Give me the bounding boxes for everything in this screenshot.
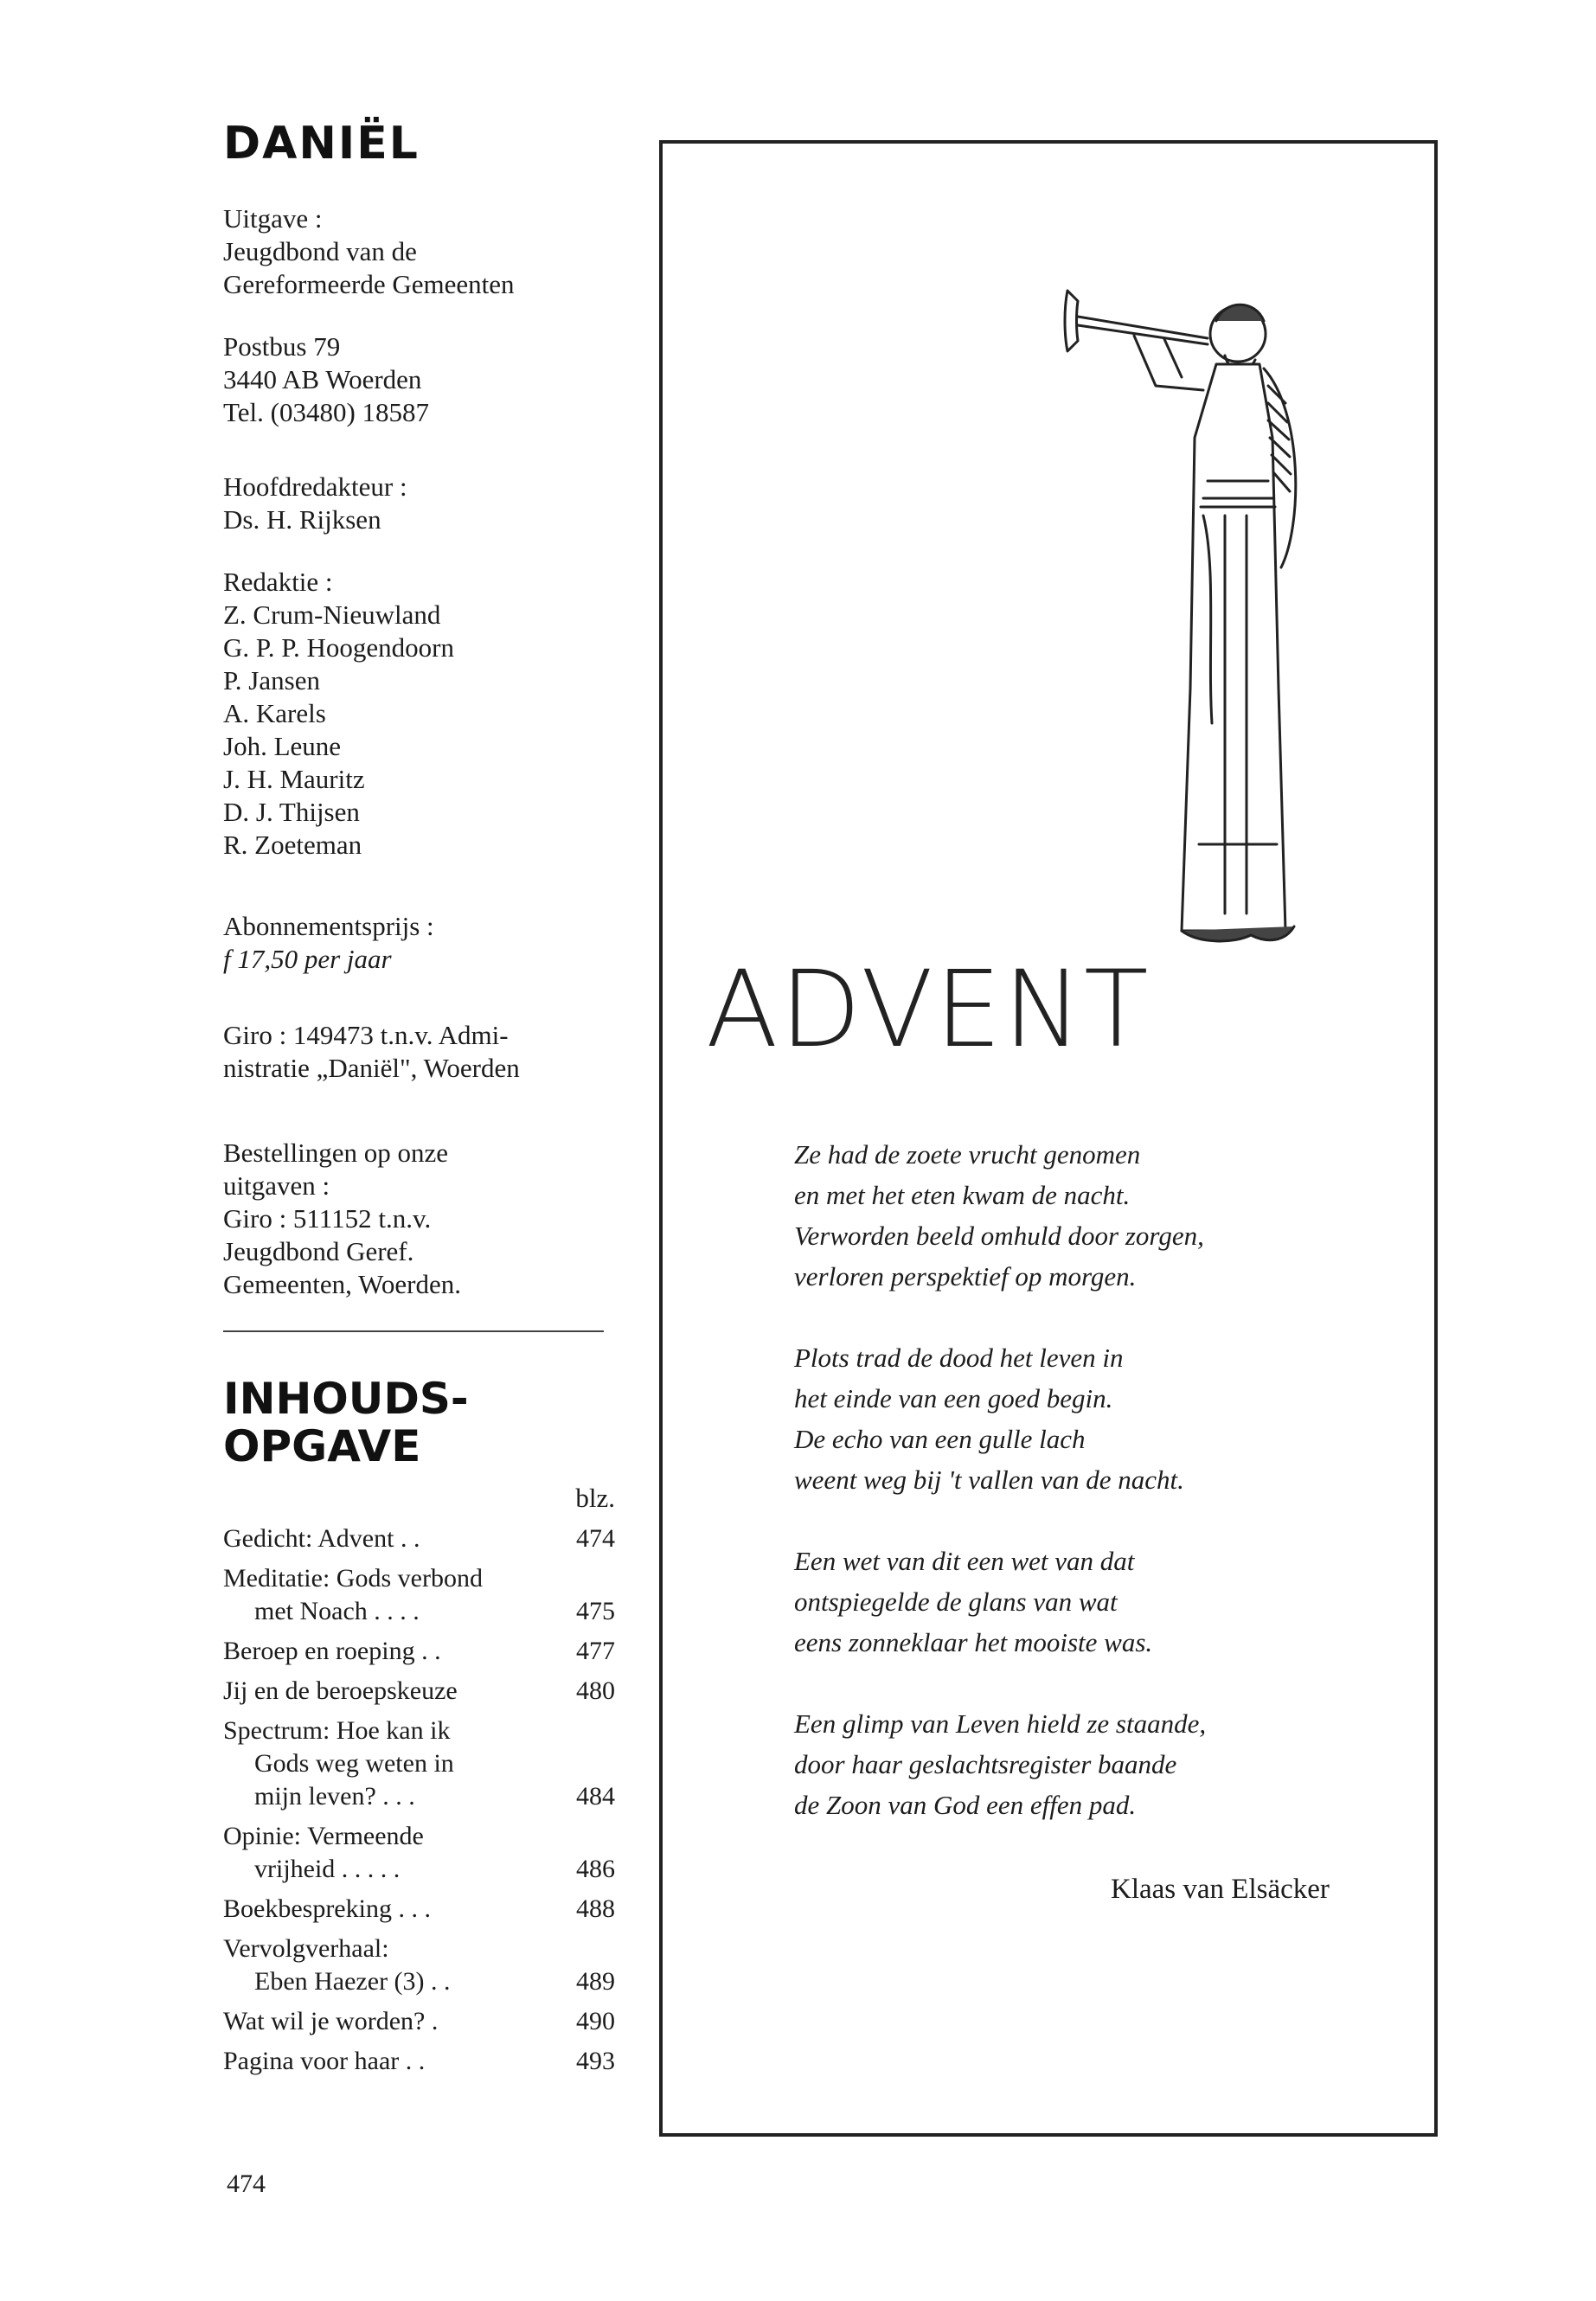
toc-title-cont: vrijheid . . . . . <box>254 1855 401 1883</box>
poem-stanza <box>794 1541 1206 1663</box>
text-line: Redaktie : <box>223 567 333 597</box>
trumpeter-icon <box>1052 239 1311 983</box>
page-number: 474 <box>227 2170 266 2198</box>
toc-title-cont: met Noach . . . . <box>254 1597 420 1625</box>
toc-title: Boekbespreking . . . <box>223 1894 431 1923</box>
toc-item[interactable] <box>223 1635 615 1668</box>
poem-line: en met het eten kwam de nacht. <box>794 1180 1131 1210</box>
poem-line: ontspiegelde de glans van wat <box>794 1586 1118 1617</box>
toc-page: 490 <box>576 2007 615 2035</box>
toc-title: Jij en de beroepskeuze <box>223 1676 458 1705</box>
feature-frame <box>659 140 1438 2137</box>
toc-title: Gedicht: Advent . . <box>223 1524 420 1553</box>
toc-page: 489 <box>576 1967 615 1996</box>
toc-title-cont: Eben Haezer (3) . . <box>254 1967 451 1996</box>
poem-line: Een wet van dit een wet van dat <box>794 1546 1135 1576</box>
poem-line: Ze had de zoete vrucht genomen <box>794 1139 1141 1170</box>
poem-line: Verworden beeld omhuld door zorgen, <box>794 1221 1204 1251</box>
toc-title: Beroep en roeping . . <box>223 1637 441 1665</box>
divider <box>223 1330 604 1332</box>
toc-item[interactable] <box>223 1893 615 1926</box>
poem-stanza <box>794 1703 1206 1825</box>
text-line: Gereformeerde Gemeenten <box>223 269 515 299</box>
subscription-block <box>223 910 630 976</box>
text-line: Tel. (03480) 18587 <box>223 397 430 427</box>
toc-page: 488 <box>576 1894 615 1923</box>
text-line: Hoofdredakteur : <box>223 471 407 502</box>
toc-title-cont: Gods weg weten in <box>254 1749 454 1778</box>
poem-stanza <box>794 1337 1206 1500</box>
text-line: Jeugdbond van de <box>223 236 417 266</box>
text-line: 3440 AB Woerden <box>223 364 422 394</box>
poem-line: De echo van een gulle lach <box>794 1424 1086 1454</box>
text-line: Giro : 149473 t.n.v. Admi- <box>223 1020 509 1050</box>
text-line: Abonnementsprijs : <box>223 911 434 941</box>
contents-heading-line: INHOUDS- <box>223 1374 469 1424</box>
text-line: Postbus 79 <box>223 331 341 362</box>
text-line: A. Karels <box>223 698 326 728</box>
contents-list <box>223 1522 615 2078</box>
text-line: Giro : 511152 t.n.v. <box>223 1203 432 1234</box>
toc-item[interactable] <box>223 1522 615 1555</box>
poem-line: verloren perspektief op morgen. <box>794 1261 1137 1292</box>
left-column <box>223 118 630 2085</box>
toc-title: Spectrum: Hoe kan ik <box>223 1716 451 1745</box>
text-line: Joh. Leune <box>223 731 342 761</box>
contents-heading <box>223 1375 630 1471</box>
toc-page: 474 <box>576 1524 615 1553</box>
poem-line: door haar geslachtsregister baande <box>794 1749 1177 1779</box>
text-line: Z. Crum-Nieuwland <box>223 599 441 630</box>
page-column-label: blz. <box>575 1483 615 1513</box>
orders-block <box>223 1137 630 1301</box>
poem-line: de Zoon van God een effen pad. <box>794 1790 1137 1820</box>
text-line: f 17,50 per jaar <box>223 944 392 974</box>
text-line: G. P. P. Hoogendoorn <box>223 632 454 663</box>
text-line: Bestellingen op onze <box>223 1138 448 1168</box>
publisher-block <box>223 202 630 301</box>
toc-title: Wat wil je worden? . <box>223 2007 439 2035</box>
toc-page: 484 <box>576 1782 615 1811</box>
toc-title: Meditatie: Gods verbond <box>223 1564 483 1593</box>
toc-item[interactable] <box>223 1820 615 1886</box>
text-line: Ds. H. Rijksen <box>223 504 381 535</box>
contents-heading-line: OPGAVE <box>223 1421 421 1471</box>
poem-title: ADVENT <box>706 948 1151 1071</box>
toc-item[interactable] <box>223 2005 615 2038</box>
toc-item[interactable] <box>223 1715 615 1813</box>
poem-line: het einde van een goed begin. <box>794 1383 1113 1413</box>
toc-title: Vervolgverhaal: <box>223 1934 389 1963</box>
poem-author: Klaas van Elsäcker <box>1111 1874 1330 1905</box>
toc-item[interactable] <box>223 1675 615 1708</box>
text-line: R. Zoeteman <box>223 830 362 860</box>
text-line: nistratie „Daniël", Woerden <box>223 1053 520 1083</box>
masthead-title: DANIËL <box>223 118 420 170</box>
toc-title: Opinie: Vermeende <box>223 1822 424 1850</box>
toc-page: 477 <box>576 1637 615 1665</box>
toc-page: 486 <box>576 1855 615 1883</box>
toc-item[interactable] <box>223 2045 615 2078</box>
poem-stanza <box>794 1134 1206 1297</box>
toc-page: 480 <box>576 1676 615 1705</box>
toc-page: 475 <box>576 1597 615 1625</box>
toc-title-cont: mijn leven? . . . <box>254 1782 415 1811</box>
toc-item[interactable] <box>223 1562 615 1628</box>
text-line: P. Jansen <box>223 665 320 695</box>
poem-line: weent weg bij 't vallen van de nacht. <box>794 1465 1184 1495</box>
toc-item[interactable] <box>223 1932 615 1998</box>
text-line: Uitgave : <box>223 203 323 234</box>
text-line: D. J. Thijsen <box>223 797 360 827</box>
toc-page: 493 <box>576 2047 615 2075</box>
poem <box>794 1134 1206 1866</box>
text-line: J. H. Mauritz <box>223 764 365 794</box>
poem-line: Plots trad de dood het leven in <box>794 1343 1124 1373</box>
giro-block <box>223 1019 630 1085</box>
poem-line: Een glimp van Leven hield ze staande, <box>794 1708 1207 1739</box>
address-block <box>223 330 630 429</box>
text-line: Gemeenten, Woerden. <box>223 1269 461 1299</box>
chief-editor-block <box>223 471 630 536</box>
toc-title: Pagina voor haar . . <box>223 2047 426 2075</box>
poem-line: eens zonneklaar het mooiste was. <box>794 1627 1153 1657</box>
text-line: uitgaven : <box>223 1170 330 1201</box>
editors-block <box>223 566 630 862</box>
text-line: Jeugdbond Geref. <box>223 1236 414 1266</box>
